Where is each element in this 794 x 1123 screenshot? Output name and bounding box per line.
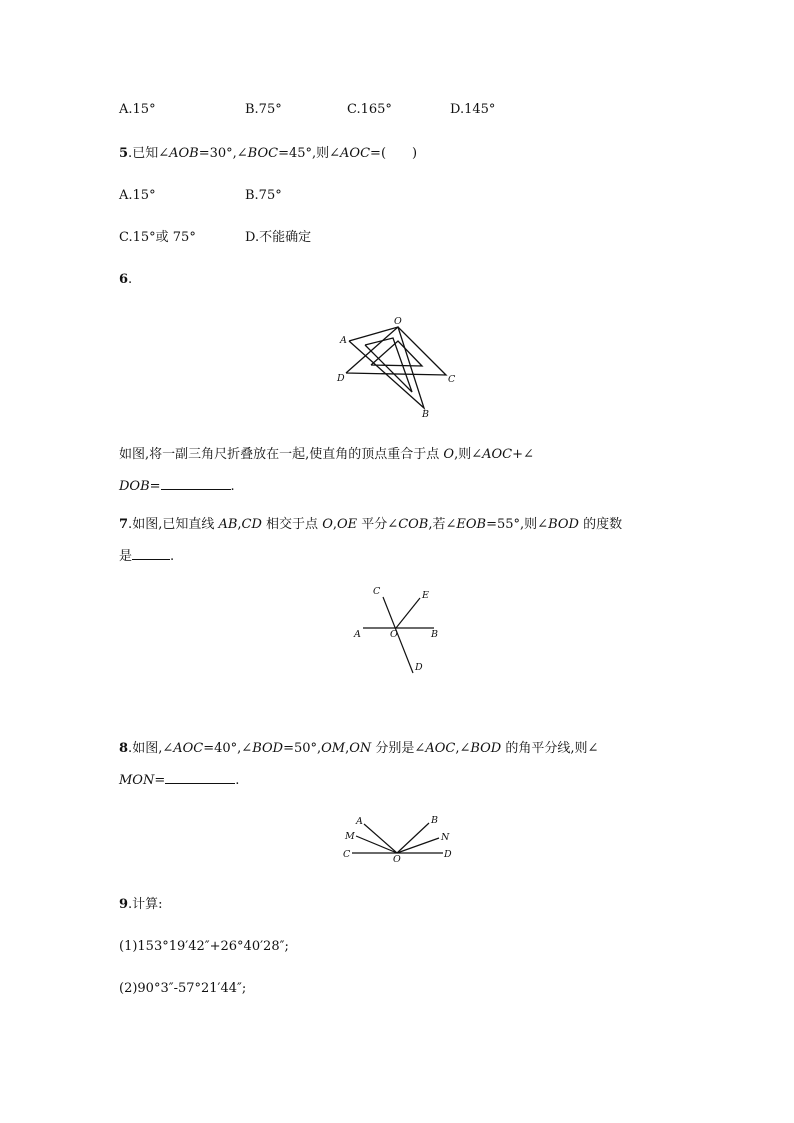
q5-stem: 5.已知∠AOB=30°,∠BOC=45°,则∠AOC=( )	[119, 146, 418, 161]
q9-stem	[119, 897, 163, 913]
q7-text: 平分∠	[357, 517, 399, 532]
q8-label-d: D	[444, 849, 452, 860]
q6-point-o: O	[443, 447, 455, 462]
q7-number: 7	[119, 517, 129, 532]
q7-label-b: B	[431, 629, 438, 640]
q8-ray-ob	[397, 823, 429, 853]
q7-label-c: C	[373, 586, 381, 597]
q8-label-n: N	[441, 832, 450, 843]
q7-text: =55°,则∠	[486, 517, 549, 532]
q7-label-e: E	[422, 590, 429, 601]
q8-angle-aoc: AOC	[173, 741, 204, 756]
q9-item-2: (2)90°3″-57°21′44″;	[119, 981, 247, 996]
q4-option-d: D.145°	[450, 102, 496, 117]
q8-label-c: C	[343, 849, 351, 860]
q8-text: 如图,∠	[132, 741, 174, 756]
q8-ray-om	[356, 836, 397, 853]
q5-text: 已知∠	[132, 146, 170, 161]
q7-text: ,若∠	[428, 517, 457, 532]
q8-angle-bod: BOD	[470, 741, 502, 756]
q6-number-line: 6.	[119, 272, 133, 287]
q5-number: 5	[119, 146, 129, 161]
q6-text: ,则∠	[454, 447, 483, 462]
q8-text: .	[235, 773, 240, 788]
q6-label-o: O	[394, 316, 402, 327]
q9-title: .计算:	[128, 897, 163, 912]
q8-label-m: M	[345, 831, 355, 842]
q6-text: 如图,将一副三角尺折叠放在一起,使直角的顶点重合于点	[119, 447, 444, 462]
q5-option-b: B.75°	[245, 188, 282, 203]
q8-label-o: O	[393, 854, 401, 865]
q8-ray-om: OM	[321, 741, 346, 756]
q6-label-a: A	[340, 335, 347, 346]
q6-text: .	[230, 479, 235, 494]
q8-text: ,∠	[455, 741, 471, 756]
q7-angle-eob: EOB	[456, 517, 487, 532]
q6-text: +∠	[512, 447, 534, 462]
q5-text: =30°,∠	[198, 146, 248, 161]
q7-line-ab: AB	[218, 517, 238, 532]
q7-label-d: D	[415, 662, 423, 673]
q8-label-b: B	[431, 815, 438, 826]
q8-stem-line1: 8.如图,∠AOC=40°,∠BOD=50°,OM,ON 分别是∠AOC,∠BOD 的角平分线,则∠	[119, 741, 599, 756]
q5-answer-paren: =( )	[370, 146, 418, 161]
q9-item-1: (1)153°19′42″+26°40′28″;	[119, 939, 289, 954]
q4-option-b: B.75°	[245, 102, 282, 117]
q4-option-a: A.15°	[119, 102, 156, 117]
q7-angle-cob: COB	[398, 517, 429, 532]
q8-label-a: A	[356, 816, 363, 827]
q8-number: 8	[119, 741, 129, 756]
q5-angle-aoc: AOC	[340, 146, 371, 161]
q7-point-o: O	[322, 517, 333, 532]
q8-text: 分别是∠	[371, 741, 426, 756]
q5-text: =45°,则∠	[278, 146, 341, 161]
q9-number: 9	[119, 897, 129, 912]
q7-stem-line1: 7.如图,已知直线 AB,CD 相交于点 O,OE 平分∠COB,若∠EOB=55°,则∠BOD 的度数	[119, 517, 623, 532]
q6-label-c: C	[448, 374, 456, 385]
q7-line-cd: CD	[241, 517, 262, 532]
q8-text: 的角平分线,则∠	[501, 741, 599, 756]
q8-text: ,	[345, 741, 350, 756]
q6-text: =	[149, 479, 161, 494]
q7-text: ,	[237, 517, 242, 532]
q6-number: 6	[119, 272, 129, 287]
q7-text: 是	[119, 549, 133, 564]
q8-ray-oa	[364, 824, 397, 853]
q7-text: .	[170, 549, 175, 564]
q6-label-b: B	[422, 409, 429, 420]
q7-label-o: O	[390, 629, 398, 640]
q8-ray-on: ON	[349, 741, 372, 756]
q8-angle-mon: MON	[119, 773, 155, 788]
q6-label-d: D	[337, 373, 345, 384]
q8-angle-bod: BOD	[252, 741, 284, 756]
q6-angle-dob: DOB	[119, 479, 150, 494]
q5-angle-boc: BOC	[247, 146, 279, 161]
q7-text: 相交于点	[261, 517, 323, 532]
q7-ray-oe: OE	[337, 517, 358, 532]
q5-option-a: A.15°	[119, 188, 156, 203]
q5-option-c: C.15°或 75°	[119, 230, 196, 245]
q8-ray-on	[397, 838, 439, 853]
q7-text: 如图,已知直线	[132, 517, 219, 532]
q5-angle-aob: AOB	[169, 146, 199, 161]
q4-option-c: C.165°	[347, 102, 392, 117]
q8-text: =50°,	[283, 741, 322, 756]
q7-text: 的度数	[578, 517, 623, 532]
q8-text: =	[154, 773, 166, 788]
q8-angle-aoc: AOC	[425, 741, 456, 756]
q7-label-a: A	[354, 629, 361, 640]
q6-angle-aoc: AOC	[482, 447, 513, 462]
q8-text: =40°,∠	[203, 741, 253, 756]
q7-angle-bod: BOD	[548, 517, 579, 532]
q7-text: ,	[332, 517, 337, 532]
q5-option-d: D.不能确定	[245, 230, 312, 245]
